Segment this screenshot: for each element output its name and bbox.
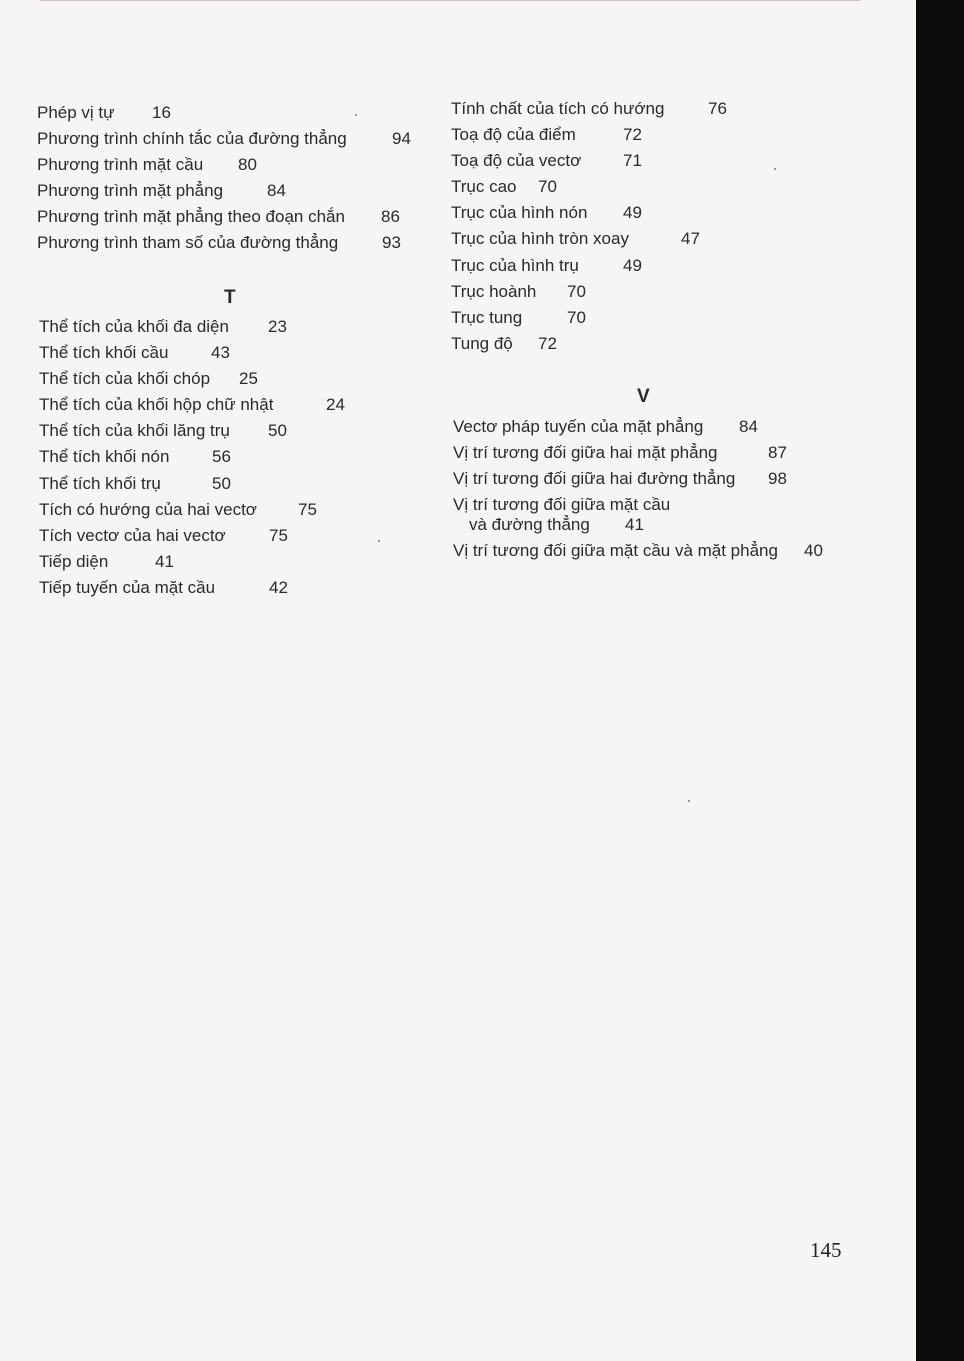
scan-speck — [355, 114, 357, 116]
index-entry — [453, 492, 873, 538]
index-term: Vị trí tương đối giữa mặt cầu và mặt phẳng — [453, 541, 778, 561]
index-page-number: 49 — [623, 203, 642, 223]
index-page-number: 75 — [269, 525, 288, 545]
index-page-number: 72 — [538, 333, 557, 353]
index-group-t-continued — [451, 96, 871, 357]
index-page-number: 56 — [212, 447, 231, 467]
index-entry — [453, 440, 873, 466]
index-term: Toạ độ của vectơ — [451, 151, 582, 171]
index-entry — [39, 340, 429, 366]
index-term: Thể tích khối trụ — [39, 473, 161, 493]
index-entry — [451, 331, 871, 357]
index-term: Phương trình mặt cầu — [37, 155, 204, 175]
index-entry — [39, 314, 429, 340]
index-term: Tích có hướng của hai vectơ — [39, 499, 257, 519]
index-page-number: 70 — [567, 307, 586, 327]
index-term: Trục của hình tròn xoay — [451, 229, 629, 249]
index-term: Thể tích của khối lăng trụ — [39, 421, 230, 441]
index-page-number: 70 — [538, 177, 557, 197]
index-page-number: 42 — [269, 577, 288, 597]
index-entry — [451, 226, 871, 252]
index-entry — [39, 497, 429, 523]
index-term: Trục tung — [451, 307, 523, 327]
index-page-number: 49 — [623, 255, 642, 275]
index-entry — [37, 178, 427, 204]
index-page-number: 40 — [804, 541, 823, 561]
index-entry — [451, 279, 871, 305]
index-page-number: 84 — [267, 181, 286, 201]
index-page-number: 43 — [211, 343, 230, 363]
index-entry — [453, 466, 873, 492]
index-page-number: 41 — [155, 551, 174, 571]
index-entry — [451, 200, 871, 226]
scan-edge-strip — [916, 0, 964, 1361]
index-term: Trục của hình nón — [451, 203, 588, 223]
index-page-number: 84 — [739, 417, 758, 436]
index-entry — [451, 122, 871, 148]
index-page-number: 86 — [381, 207, 400, 227]
index-page-number: 75 — [298, 499, 317, 519]
index-term: Phương trình mặt phẳng theo đoạn chắn — [37, 207, 345, 227]
index-page-number: 50 — [212, 473, 231, 493]
index-entry — [39, 392, 429, 418]
index-term: Thể tích của khối đa diện — [39, 317, 229, 336]
index-term: Tính chất của tích có hướng — [451, 99, 665, 118]
index-entry — [39, 444, 429, 470]
index-page-number: 25 — [239, 369, 258, 389]
index-term: Trục cao — [451, 177, 517, 197]
index-term-continuation: và đường thẳng — [469, 515, 590, 535]
scan-speck — [774, 168, 776, 170]
index-group-p — [37, 100, 427, 257]
index-page-number: 80 — [238, 155, 257, 175]
index-entry — [453, 414, 873, 440]
scan-speck — [688, 800, 690, 802]
section-heading-v: V — [637, 386, 650, 407]
index-page-number: 87 — [768, 443, 787, 463]
index-entry — [39, 549, 429, 575]
index-page-number: 16 — [152, 103, 171, 122]
index-term: Tích vectơ của hai vectơ — [39, 525, 226, 545]
index-term: Toạ độ của điểm — [451, 125, 576, 145]
index-page-number: 76 — [708, 99, 727, 118]
index-term: Tiếp tuyến của mặt cầu — [39, 577, 216, 597]
index-page-number: 94 — [392, 129, 411, 149]
index-entry — [39, 575, 429, 601]
index-entry — [451, 174, 871, 200]
index-group-t — [39, 314, 429, 601]
index-term: Vị trí tương đối giữa mặt cầu — [453, 495, 671, 515]
scan-speck — [378, 540, 380, 542]
index-page-number: 41 — [625, 515, 644, 535]
section-heading-t: T — [224, 287, 236, 308]
index-group-v — [453, 414, 873, 564]
page-number: 145 — [810, 1238, 842, 1262]
index-term: Phương trình chính tắc của đường thẳng — [37, 129, 347, 149]
index-term: Trục hoành — [451, 281, 537, 301]
index-page-number: 70 — [567, 281, 586, 301]
index-term: Phép vị tự — [37, 103, 115, 122]
index-page-number: 71 — [623, 151, 642, 171]
index-entry — [453, 538, 873, 564]
index-entry — [39, 366, 429, 392]
index-entry — [37, 230, 427, 256]
index-page-number: 50 — [268, 421, 287, 441]
index-entry — [451, 148, 871, 174]
index-entry — [451, 305, 871, 331]
index-page-number: 98 — [768, 469, 787, 489]
index-entry — [39, 418, 429, 444]
index-page-number: 47 — [681, 229, 700, 249]
index-entry — [37, 126, 427, 152]
index-term: Thể tích của khối hộp chữ nhật — [39, 395, 274, 415]
index-term: Vị trí tương đối giữa hai đường thẳng — [453, 469, 736, 489]
index-page-number: 24 — [326, 395, 345, 415]
top-edge-line — [40, 0, 860, 1]
index-term: Tung độ — [451, 333, 513, 353]
index-entry — [39, 471, 429, 497]
index-term: Vectơ pháp tuyến của mặt phẳng — [453, 417, 704, 436]
index-entry — [451, 96, 871, 122]
index-term: Phương trình mặt phẳng — [37, 181, 224, 201]
index-entry — [37, 152, 427, 178]
index-page-number: 93 — [382, 233, 401, 253]
index-entry — [451, 253, 871, 279]
index-term: Vị trí tương đối giữa hai mặt phẳng — [453, 443, 718, 463]
index-term: Phương trình tham số của đường thẳng — [37, 233, 339, 253]
index-term: Tiếp diện — [39, 551, 109, 571]
index-term: Trục của hình trụ — [451, 255, 579, 275]
index-page-number: 72 — [623, 125, 642, 145]
index-page-number: 23 — [268, 317, 287, 336]
index-entry — [37, 100, 427, 126]
index-term: Thể tích của khối chóp — [39, 369, 211, 389]
index-entry — [39, 523, 429, 549]
index-term: Thể tích khối cầu — [39, 343, 169, 363]
index-entry — [37, 204, 427, 230]
index-term: Thể tích khối nón — [39, 447, 170, 467]
